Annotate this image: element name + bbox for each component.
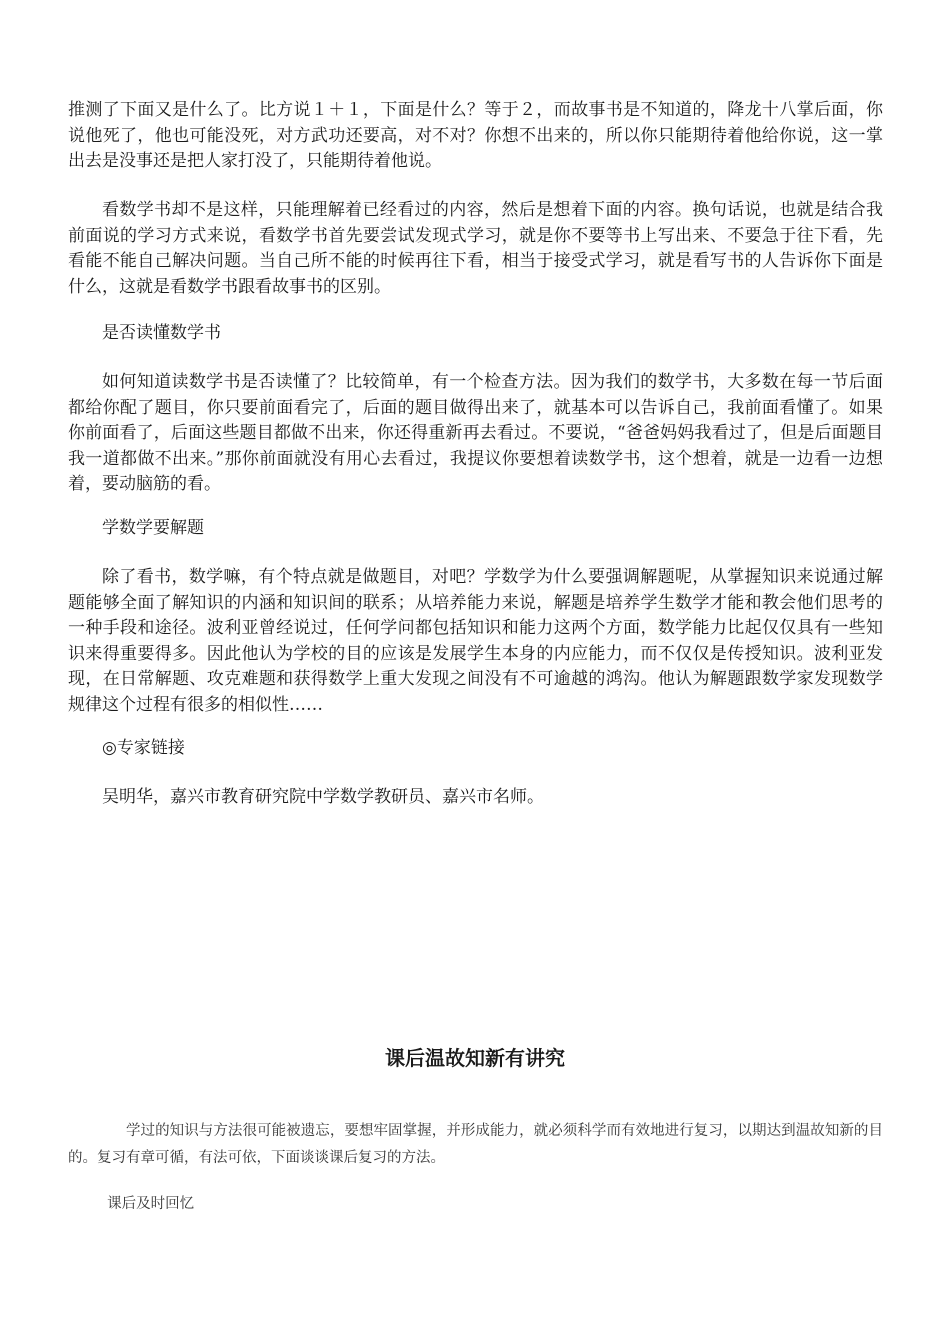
expert-link-heading: ◎专家链接: [102, 738, 185, 758]
expert-bio: 吴明华，嘉兴市教育研究院中学数学教研员、嘉兴市名师。: [102, 787, 544, 807]
paragraph-1: 推测了下面又是什么了。比方说１＋１，下面是什么？等于２，而故事书是不知道的，降龙十八掌后面，你说他死了，他也可能没死，对方武功还要高，对不对？你想不出来的，所以你只能期待着他给你说，这一掌出去是没事还是把人家打没了，只能期待着他说。: [68, 100, 883, 171]
section-heading-solving: 学数学要解题: [102, 518, 204, 538]
subheading-review: 课后及时回忆: [107, 1196, 195, 1212]
section-heading-reading: 是否读懂数学书: [102, 323, 221, 343]
article-title: 课后温故知新有讲究: [385, 1046, 565, 1070]
paragraph-2: 看数学书却不是这样，只能理解着已经看过的内容，然后是想着下面的内容。换句话说，也就是结合我前面说的学习方式来说，看数学书首先要尝试发现式学习，就是你不要等书上写出来、不要急于往下看，先看能不能自己解决问题。当自己所不能的时候再往下看，相当于接受式学习，就是看写书的人告诉你下面是什么，这就是看数学书跟看故事书的区别。: [68, 200, 883, 297]
intro-paragraph: 学过的知识与方法很可能被遗忘，要想牢固掌握，并形成能力，就必须科学而有效地进行复习，以期达到温故知新的目的。复习有章可循，有法可依，下面谈谈课后复习的方法。: [68, 1123, 883, 1166]
paragraph-3: 如何知道读数学书是否读懂了？比较简单，有一个检查方法。因为我们的数学书，大多数在每一节后面都给你配了题目，你只要前面看完了，后面的题目做得出来了，就基本可以告诉自己，我前面看懂了。如果你前面看了，后面这些题目都做不出来，你还得重新再去看过。不要说，“爸爸妈妈我看过了，但是后面题目我一道都做不出来。”那你前面就没有用心去看过，我提议你要想着读数学书，这个想着，就是一边看一边想着，要动脑筋的看。: [68, 372, 883, 494]
paragraph-4: 除了看书，数学嘛，有个特点就是做题目，对吧？学数学为什么要强调解题呢，从掌握知识来说通过解题能够全面了解知识的内涵和知识间的联系；从培养能力来说，解题是培养学生数学才能和教会他们思考的一种手段和途径。波利亚曾经说过，任何学问都包括知识和能力这两个方面，数学能力比起仅仅具有一些知识来得重要得多。因此他认为学校的目的应该是发展学生本身的内应能力，而不仅仅是传授知识。波利亚发现，在日常解题、攻克难题和获得数学上重大发现之间没有不可逾越的鸿沟。他认为解题跟数学家发现数学规律这个过程有很多的相似性……: [68, 567, 883, 715]
